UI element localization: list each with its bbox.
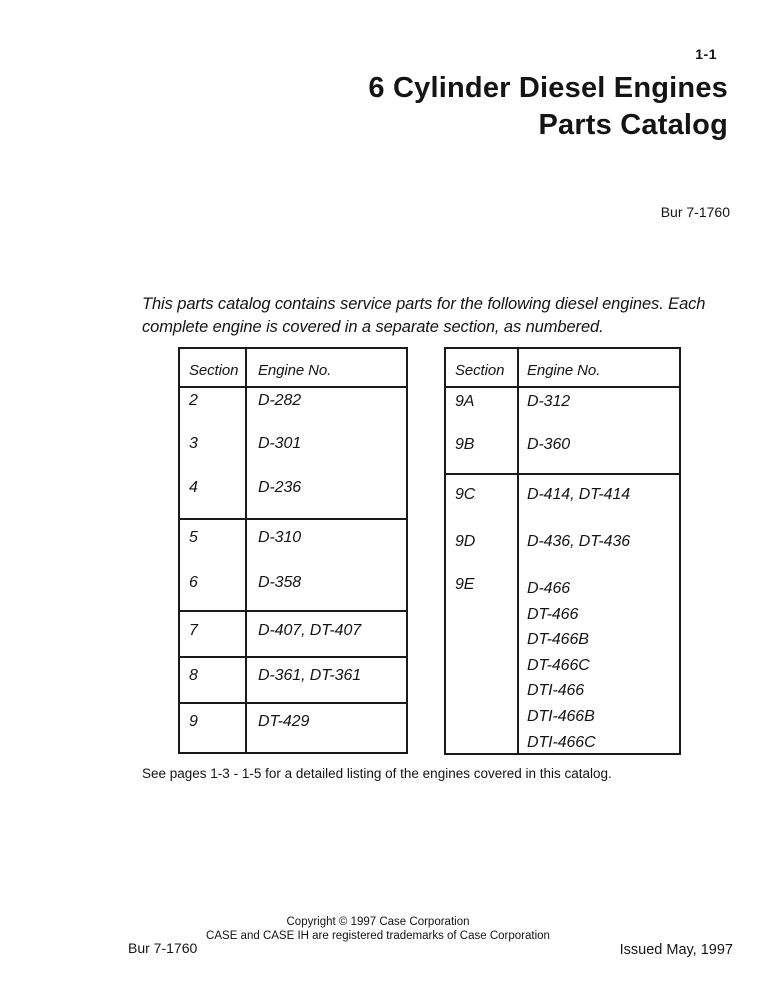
doc-number-top: Bur 7-1760 bbox=[660, 204, 730, 220]
section-cell: 9D bbox=[455, 533, 476, 550]
section-column-header: Section bbox=[189, 362, 239, 379]
engine-cell: D-310 bbox=[258, 529, 302, 546]
page-number: 1-1 bbox=[695, 46, 717, 62]
engine-cell: D-236 bbox=[258, 478, 302, 496]
engine-line: DTI-466B bbox=[527, 707, 595, 725]
doc-number-bottom: Bur 7-1760 bbox=[128, 940, 198, 956]
title-line-2: Parts Catalog bbox=[538, 109, 728, 141]
table-group bbox=[180, 610, 406, 656]
copyright-block bbox=[128, 915, 628, 943]
engine-cell: D-360 bbox=[527, 435, 571, 453]
table-group bbox=[446, 473, 679, 755]
table-header bbox=[180, 349, 406, 388]
table-group bbox=[180, 518, 406, 610]
engine-cell: D-282 bbox=[258, 392, 302, 409]
intro-line-1: This parts catalog contains service parts for the following diesel engines. Each bbox=[142, 295, 706, 313]
table-row bbox=[180, 612, 406, 640]
table-row bbox=[180, 388, 406, 431]
table-row bbox=[446, 569, 679, 755]
engine-line: DT-466C bbox=[527, 656, 590, 674]
engine-cell: D-436, DT-436 bbox=[527, 533, 631, 550]
section-cell: 7 bbox=[189, 622, 198, 639]
issued-date: Issued May, 1997 bbox=[619, 942, 733, 958]
table-row bbox=[180, 431, 406, 474]
table-row bbox=[446, 522, 679, 569]
table-row bbox=[180, 475, 406, 518]
copyright-line-2: CASE and CASE IH are registered trademarks of Case Corporation bbox=[206, 930, 550, 942]
section-cell: 8 bbox=[189, 667, 198, 684]
section-cell: 3 bbox=[189, 435, 198, 453]
table-header bbox=[446, 349, 679, 388]
engine-line: DTI-466C bbox=[527, 733, 596, 751]
table-group bbox=[446, 388, 679, 473]
engine-column-header: Engine No. bbox=[527, 362, 601, 379]
copyright-line-1: Copyright © 1997 Case Corporation bbox=[286, 916, 470, 928]
table-row bbox=[446, 388, 679, 431]
table-group bbox=[180, 702, 406, 752]
table-row bbox=[180, 658, 406, 685]
table-row bbox=[180, 565, 406, 610]
intro-paragraph bbox=[142, 293, 752, 339]
engine-column-header: Engine No. bbox=[258, 362, 332, 379]
column-divider bbox=[245, 349, 247, 752]
section-cell: 9A bbox=[455, 393, 475, 410]
engine-cell: D-358 bbox=[258, 574, 302, 591]
section-cell: 2 bbox=[189, 392, 198, 409]
section-cell: 9C bbox=[455, 486, 476, 503]
engine-line: DT-466B bbox=[527, 631, 589, 649]
engine-line: D-466 bbox=[527, 580, 571, 597]
table-row bbox=[180, 520, 406, 565]
engine-cell-multiline bbox=[519, 576, 679, 755]
table-group bbox=[180, 388, 406, 518]
page-title bbox=[368, 70, 728, 144]
section-cell: 9E bbox=[455, 576, 475, 593]
engine-cell: D-301 bbox=[258, 435, 302, 453]
title-line-1: 6 Cylinder Diesel Engines bbox=[368, 72, 728, 104]
section-cell: 5 bbox=[189, 529, 198, 546]
section-column-header: Section bbox=[455, 362, 505, 379]
engine-line: DTI-466 bbox=[527, 682, 585, 700]
see-pages-note: See pages 1-3 - 1-5 for a detailed listing of the engines covered in this catalog. bbox=[142, 766, 612, 781]
table-row bbox=[446, 475, 679, 522]
engine-sections-table-left bbox=[178, 347, 408, 754]
engine-cell: D-312 bbox=[527, 393, 571, 410]
table-row bbox=[180, 704, 406, 731]
column-divider bbox=[517, 349, 519, 753]
section-cell: 4 bbox=[189, 478, 198, 496]
table-group bbox=[180, 656, 406, 702]
table-row bbox=[446, 431, 679, 474]
engine-cell: D-407, DT-407 bbox=[258, 622, 362, 639]
section-cell: 9B bbox=[455, 435, 475, 453]
engine-cell: D-361, DT-361 bbox=[258, 667, 362, 684]
intro-line-2: complete engine is covered in a separate section, as numbered. bbox=[142, 318, 604, 336]
engine-line: DT-466 bbox=[527, 605, 579, 623]
engine-cell: D-414, DT-414 bbox=[527, 486, 631, 503]
engine-sections-table-right bbox=[444, 347, 681, 755]
section-cell: 6 bbox=[189, 574, 198, 591]
section-cell: 9 bbox=[189, 713, 198, 730]
engine-cell: DT-429 bbox=[258, 713, 310, 730]
